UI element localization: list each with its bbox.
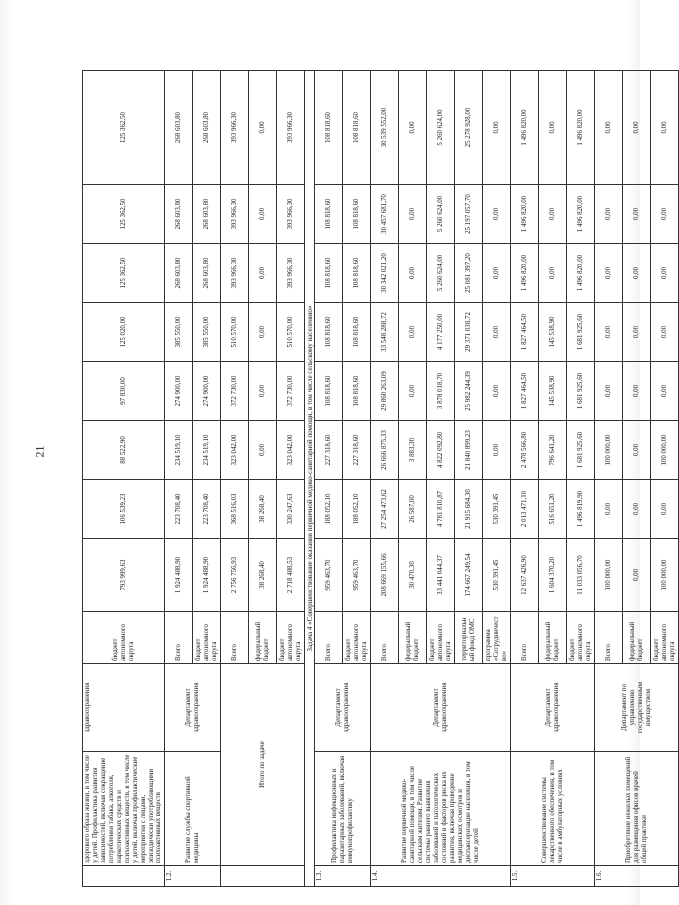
value-year: 0,00 <box>249 244 277 303</box>
activity-name: здорового образа жизни, в том числе у детей. Профилактика развития зависимостей, включая сокращение потребления табака, алкоголя, наркотических средств и психоактивных веществ, в том числе у детей, включая профилактические мероприятия с лицами, эпизодически употребляющими психоактивных веществ <box>83 752 165 866</box>
value-year: 0,00 <box>623 303 651 362</box>
value-total: 1 604 370,20 <box>539 539 567 612</box>
value-year: 125 020,00 <box>83 303 165 362</box>
value-year: 21 840 899,23 <box>455 421 483 480</box>
executor: Департамент здравоохранения <box>511 664 595 752</box>
row-number: 1.5. <box>511 866 595 887</box>
value-year: 5 260 624,00 <box>427 244 455 303</box>
value-total: 959 463,70 <box>343 539 371 612</box>
value-year: 1 496 820,00 <box>567 244 595 303</box>
executor: Департамент здравоохранения <box>165 664 221 752</box>
value-year: 372 730,00 <box>277 362 305 421</box>
value-year: 30 457 681,70 <box>371 185 399 244</box>
value-year: 4 822 092,80 <box>427 421 455 480</box>
value-year: 29 860 263,09 <box>371 362 399 421</box>
value-year: 108 818,60 <box>315 244 343 303</box>
funding-source: территориальный фонд ОМС <box>455 612 483 664</box>
value-year: 5 260 624,00 <box>427 185 455 244</box>
value-year: 125 362,50 <box>83 71 165 185</box>
funding-source: Всего <box>221 612 249 664</box>
funding-source: Всего <box>315 612 343 664</box>
table-row <box>83 71 165 887</box>
value-year: 227 318,60 <box>315 421 343 480</box>
row-number: 1.3. <box>315 866 371 887</box>
value-year: 1 496 820,00 <box>511 71 539 185</box>
value-year: 0,00 <box>651 71 679 185</box>
task-title: Задача 4 «Совершенствование оказания первичной медико-санитарной помощи, в том числе сельскому населению» <box>305 71 315 887</box>
value-year: 330 247,63 <box>277 480 305 539</box>
row-number: 1.6. <box>595 866 679 887</box>
value-year: 1 496 820,00 <box>567 71 595 185</box>
table-row <box>315 71 343 887</box>
value-year: 0,00 <box>483 421 511 480</box>
value-year: 38 268,40 <box>249 480 277 539</box>
table-row <box>595 71 623 887</box>
value-year: 30 539 552,00 <box>371 71 399 185</box>
value-year: 0,00 <box>623 362 651 421</box>
value-total: 11 033 056,70 <box>567 539 595 612</box>
funding-source: программа «Сотрудничество» <box>483 612 511 664</box>
page-number: 21 <box>32 445 47 458</box>
value-year: 108 818,60 <box>343 71 371 185</box>
value-total: 793 999,63 <box>83 539 165 612</box>
activity-name: Профилактика инфекционных и паразитарных заболеваний, включая иммунопрофилактику <box>315 752 371 866</box>
value-year: 0,00 <box>623 71 651 185</box>
value-year: 530 391,45 <box>483 480 511 539</box>
value-year: 108 818,60 <box>315 362 343 421</box>
value-total: 1 924 488,90 <box>193 539 221 612</box>
value-year: 0,00 <box>399 185 427 244</box>
value-year: 0,00 <box>249 185 277 244</box>
rotated-table-container <box>82 71 676 887</box>
task-row <box>305 71 315 887</box>
value-year: 1 681 925,60 <box>567 362 595 421</box>
value-year: 108 818,60 <box>343 303 371 362</box>
value-year: 0,00 <box>595 362 623 421</box>
value-total: 100 000,00 <box>651 539 679 612</box>
value-year: 268 603,80 <box>165 244 193 303</box>
value-year: 108 818,60 <box>343 362 371 421</box>
value-year: 0,00 <box>539 185 567 244</box>
value-year: 26 587,00 <box>399 480 427 539</box>
value-year: 125 362,50 <box>83 244 165 303</box>
executor: Департамент здравоохранения <box>315 664 371 752</box>
value-year: 0,00 <box>399 244 427 303</box>
value-year: 0,00 <box>595 71 623 185</box>
value-year: 234 519,10 <box>193 421 221 480</box>
value-year: 145 538,90 <box>539 303 567 362</box>
value-total: 208 669 155,66 <box>371 539 399 612</box>
value-total: 2 756 756,93 <box>221 539 249 612</box>
value-year: 510 570,00 <box>221 303 249 362</box>
value-year: 516 651,20 <box>539 480 567 539</box>
value-year: 0,00 <box>483 362 511 421</box>
value-year: 1 496 820,00 <box>511 244 539 303</box>
value-year: 0,00 <box>399 362 427 421</box>
value-year: 372 730,00 <box>221 362 249 421</box>
value-total: 30 470,30 <box>399 539 427 612</box>
value-year: 108 818,60 <box>315 303 343 362</box>
value-year: 0,00 <box>539 71 567 185</box>
funding-source: Всего <box>595 612 623 664</box>
value-year: 3 878 018,70 <box>427 362 455 421</box>
value-year: 510 570,00 <box>277 303 305 362</box>
value-total: 100 000,00 <box>595 539 623 612</box>
value-year: 234 519,10 <box>165 421 193 480</box>
value-year: 0,00 <box>651 362 679 421</box>
value-year: 393 966,30 <box>221 71 249 185</box>
value-year: 3 883,30 <box>399 421 427 480</box>
value-year: 0,00 <box>595 185 623 244</box>
value-year: 0,00 <box>623 421 651 480</box>
value-total: 959 463,70 <box>315 539 343 612</box>
value-year: 1 496 820,00 <box>567 185 595 244</box>
funding-source: бюджет автономного округа <box>343 612 371 664</box>
value-year: 0,00 <box>249 303 277 362</box>
value-year: 0,00 <box>483 71 511 185</box>
value-year: 0,00 <box>651 303 679 362</box>
funding-source: федеральный бюджет <box>399 612 427 664</box>
value-year: 0,00 <box>249 421 277 480</box>
funding-source: Всего <box>371 612 399 664</box>
value-year: 393 966,30 <box>277 185 305 244</box>
value-year: 145 538,90 <box>539 362 567 421</box>
value-year: 0,00 <box>651 480 679 539</box>
value-total: 2 718 488,53 <box>277 539 305 612</box>
value-year: 268 603,80 <box>193 71 221 185</box>
value-year: 0,00 <box>651 185 679 244</box>
funding-source: бюджет автономного округа <box>427 612 455 664</box>
value-year: 268 603,80 <box>193 185 221 244</box>
value-year: 25 278 928,00 <box>455 71 483 185</box>
funding-source: федеральный бюджет <box>539 612 567 664</box>
value-year: 0,00 <box>483 244 511 303</box>
value-year: 30 342 021,20 <box>371 244 399 303</box>
value-year: 25 081 397,20 <box>455 244 483 303</box>
value-year: 393 966,30 <box>221 244 249 303</box>
value-year: 368 516,03 <box>221 480 249 539</box>
value-total: 33 441 044,37 <box>427 539 455 612</box>
value-year: 0,00 <box>623 185 651 244</box>
value-year: 4 177 250,00 <box>427 303 455 362</box>
value-year: 25 982 244,39 <box>455 362 483 421</box>
value-year: 268 603,80 <box>165 71 193 185</box>
activity-name: Итого по задаче <box>221 664 305 866</box>
funding-source: бюджет автономного округа <box>567 612 595 664</box>
executor: Департамент по управлению государственным имуществом <box>595 664 679 752</box>
value-year: 5 260 624,00 <box>427 71 455 185</box>
value-year: 1 496 819,90 <box>567 480 595 539</box>
value-year: 4 781 810,87 <box>427 480 455 539</box>
activity-name: Развитие службы спортивной медицины <box>165 752 221 866</box>
value-year: 33 548 288,72 <box>371 303 399 362</box>
value-year: 223 708,40 <box>193 480 221 539</box>
value-year: 0,00 <box>399 303 427 362</box>
value-year: 2 478 566,80 <box>511 421 539 480</box>
value-year: 0,00 <box>623 480 651 539</box>
value-year: 0,00 <box>399 71 427 185</box>
value-year: 393 966,30 <box>277 71 305 185</box>
table-row <box>511 71 539 887</box>
value-year: 108 818,60 <box>343 185 371 244</box>
value-year: 108 818,60 <box>315 71 343 185</box>
value-total: 38 268,40 <box>249 539 277 612</box>
funding-source: Всего <box>511 612 539 664</box>
executor: здравоохранения <box>83 664 165 752</box>
value-year: 385 550,00 <box>165 303 193 362</box>
activity-name: Развитие первичной медико-санитарной помощи, в том числе сельским жителям. Развитие системы раннего выявления заболеваний и патологических состояний и факторов риска их развития, включая проведение медицинских осмотров и диспансеризации населения, в том числе детей <box>371 752 511 866</box>
funding-source: федеральный бюджет <box>623 612 651 664</box>
value-year: 1 827 464,50 <box>511 362 539 421</box>
value-total: 1 924 488,90 <box>165 539 193 612</box>
value-year: 0,00 <box>483 303 511 362</box>
activity-name: Приобретение нежилых помещений для размещения офисов врачей общей практики <box>595 752 679 866</box>
value-total: 0,00 <box>623 539 651 612</box>
table-row <box>221 71 249 887</box>
executor: Департамент здравоохранения <box>371 664 511 752</box>
funding-source: бюджет автономного округа <box>277 612 305 664</box>
value-total: 530 391,45 <box>483 539 511 612</box>
value-year: 108 818,60 <box>315 185 343 244</box>
value-year: 25 197 057,70 <box>455 185 483 244</box>
row-number: 1.4. <box>371 866 511 887</box>
value-year: 268 603,80 <box>193 244 221 303</box>
value-year: 100 000,00 <box>595 421 623 480</box>
value-year: 0,00 <box>595 480 623 539</box>
value-year: 108 818,60 <box>343 244 371 303</box>
value-year: 274 900,00 <box>193 362 221 421</box>
value-year: 323 042,00 <box>277 421 305 480</box>
value-year: 2 013 471,10 <box>511 480 539 539</box>
value-year: 1 496 820,00 <box>511 185 539 244</box>
table-row <box>371 71 399 887</box>
value-year: 188 052,10 <box>315 480 343 539</box>
value-year: 323 042,00 <box>221 421 249 480</box>
value-year: 393 966,30 <box>277 244 305 303</box>
value-year: 268 603,80 <box>165 185 193 244</box>
row-number <box>221 866 305 887</box>
value-year: 1 681 925,60 <box>567 421 595 480</box>
value-year: 274 900,00 <box>165 362 193 421</box>
value-year: 27 254 473,62 <box>371 480 399 539</box>
value-year: 0,00 <box>249 71 277 185</box>
value-year: 21 915 684,30 <box>455 480 483 539</box>
value-year: 0,00 <box>539 244 567 303</box>
value-total: 12 637 426,90 <box>511 539 539 612</box>
value-year: 106 539,23 <box>83 480 165 539</box>
value-year: 100 000,00 <box>651 421 679 480</box>
funding-source: бюджет автономного округа <box>83 612 165 664</box>
funding-source: Всего <box>165 612 193 664</box>
value-year: 88 522,90 <box>83 421 165 480</box>
value-year: 0,00 <box>595 303 623 362</box>
value-year: 0,00 <box>595 244 623 303</box>
value-year: 0,00 <box>249 362 277 421</box>
funding-source: федеральный бюджет <box>249 612 277 664</box>
budget-table <box>82 70 679 887</box>
funding-source: бюджет автономного округа <box>193 612 221 664</box>
value-year: 188 052,10 <box>343 480 371 539</box>
value-year: 227 318,60 <box>343 421 371 480</box>
value-year: 0,00 <box>651 244 679 303</box>
value-year: 125 362,50 <box>83 185 165 244</box>
activity-name: Совершенствование системы лекарственного обеспечения, в том числе в амбулаторных условиях <box>511 752 595 866</box>
value-total: 174 667 249,54 <box>455 539 483 612</box>
value-year: 223 708,40 <box>165 480 193 539</box>
value-year: 393 966,30 <box>221 185 249 244</box>
row-number <box>83 866 165 887</box>
value-year: 26 666 875,33 <box>371 421 399 480</box>
value-year: 97 830,00 <box>83 362 165 421</box>
value-year: 0,00 <box>483 185 511 244</box>
value-year: 385 550,00 <box>193 303 221 362</box>
table-body <box>83 71 679 887</box>
value-year: 29 371 038,72 <box>455 303 483 362</box>
row-number: 1.2. <box>165 866 221 887</box>
value-year: 0,00 <box>623 244 651 303</box>
funding-source: бюджет автономного округа <box>651 612 679 664</box>
value-year: 1 681 925,60 <box>567 303 595 362</box>
table-row <box>165 71 193 887</box>
value-year: 1 827 464,50 <box>511 303 539 362</box>
value-year: 796 641,20 <box>539 421 567 480</box>
